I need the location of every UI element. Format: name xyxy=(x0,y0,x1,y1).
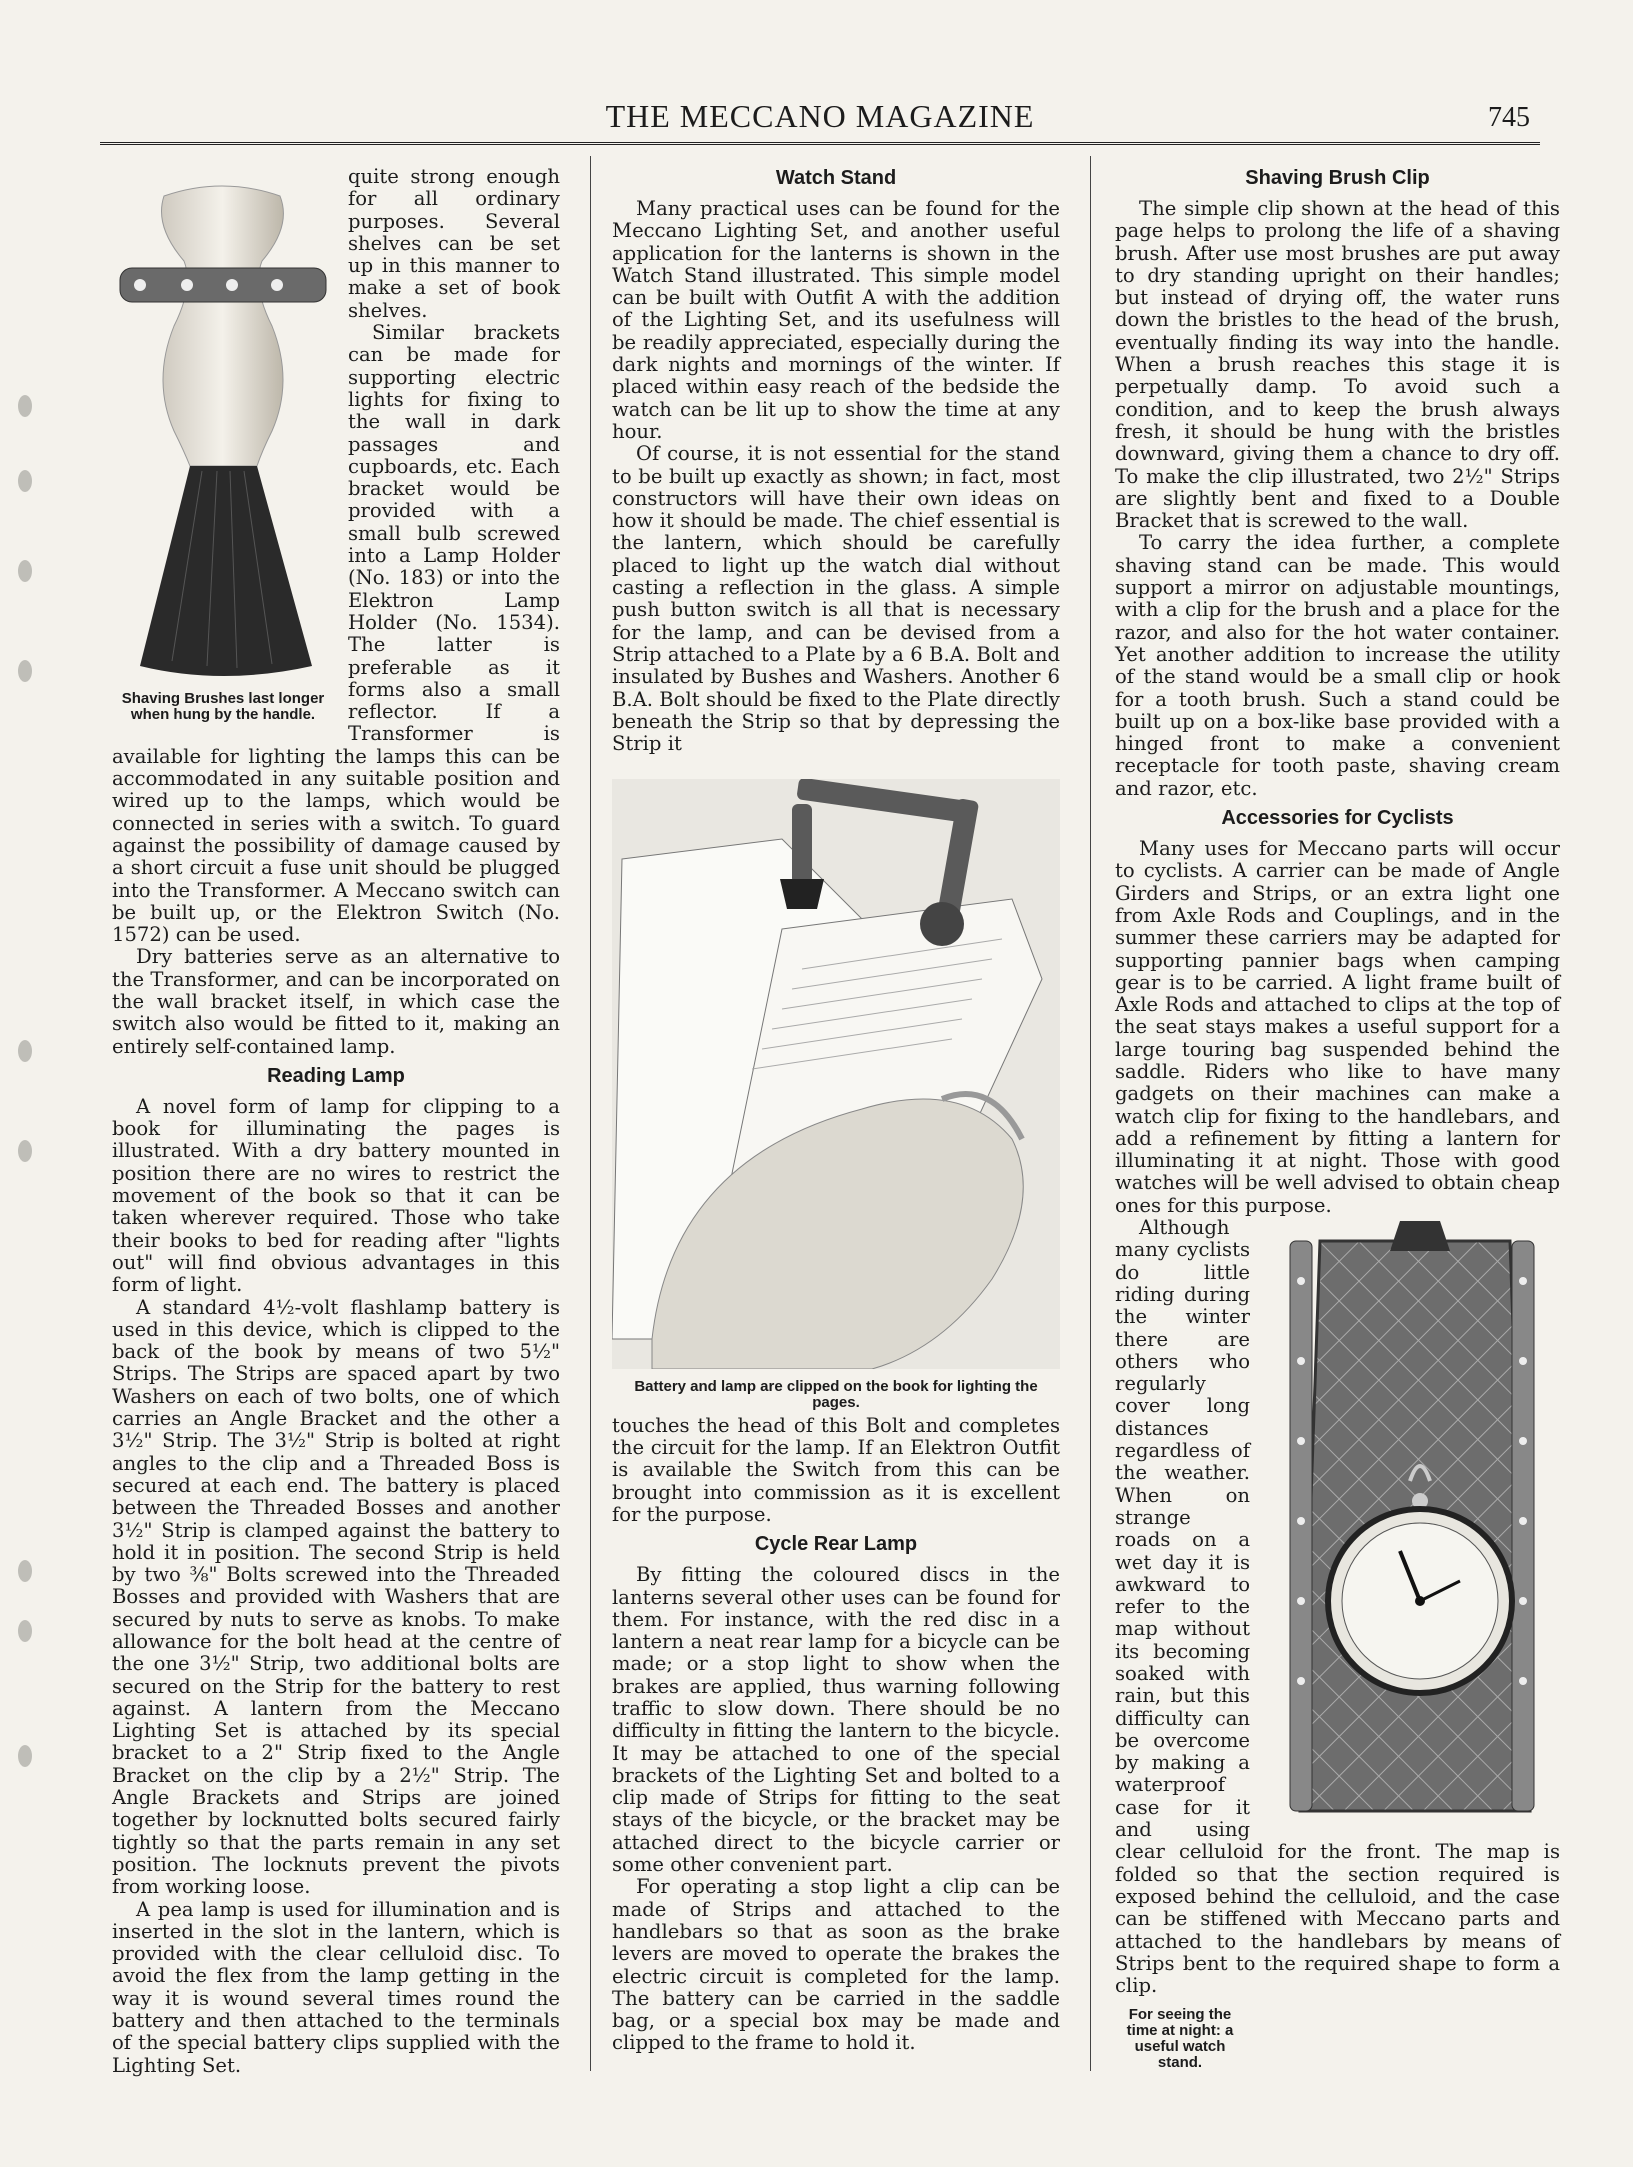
column-2 xyxy=(612,166,1060,2055)
binder-hole xyxy=(18,1620,32,1642)
reading-lamp-image xyxy=(612,779,1060,1369)
paragraph: A novel form of lamp for clipping to a book for illuminating the pages is illustrated. With a dry battery mounted in position there are no wires to restrict the movement of the book so that it can be taken wherever required. Those who take their books to bed for reading after "lights out" will find obvious advantages in this form of light. xyxy=(112,1094,560,1297)
shaving-brush-figure xyxy=(112,166,334,723)
watch-stand-image xyxy=(1260,1221,1560,1831)
binder-holes xyxy=(10,0,40,2167)
paragraph: Many uses for Meccano parts will occur to cyclists. A carrier can be made of Angle Girders and Strips, or an extra light one from Axle Rods and Couplings, and in the summer these carriers may be adapted for supporting pannier bags when camping gear is to be carried. A light frame built of Axle Rods and attached to clips at the top of the seat stays makes a useful support for a large touring bag suspended behind the saddle. Riders who like to have many gadgets on their machines can make a watch clip for fixing to the handlebars, and add a refinement by fitting a lantern for illuminating it at night. Those with good watches will be well advised to obtain cheap ones for this purpose. xyxy=(1115,837,1560,1217)
binder-hole xyxy=(18,470,32,492)
paragraph: Although many cyclists do little riding during the winter there are others who regularly cover long distances regardless of the weather. When on strange roads on a wet day it is awkward to refer to the map without its becoming soaked with rain, but this difficulty can be overcome by making a waterproof case for it and using clear celluloid for the front. The map is folded so that the section required is exposed behind the celluloid, and the case can be stiffened with Meccano parts and attached to the handlebars by means of Strips bent to the required shape to form a clip. xyxy=(1115,1216,1560,1998)
shaving-brush-clip-heading: Shaving Brush Clip xyxy=(1245,167,1430,189)
binder-hole xyxy=(18,1040,32,1062)
binder-hole xyxy=(18,1745,32,1767)
paragraph: The simple clip shown at the head of this page helps to prolong the life of a shaving brush. After use most brushes are put away to dry standing upright on their handles; but instead of drying off, the water runs down the bristles to the head of the brush, eventually finding its way into the handle. When a brush reaches this stage it is perpetually damp. To avoid such a condition, and to keep the brush always fresh, it should be hung with the bristles downward, giving them a chance to dry off. To make the clip illustrated, two 2½" Strips are slightly bent and fixed to a Double Bracket that is screwed to the wall. xyxy=(1115,197,1560,533)
watch-stand-caption: For seeing the time at night: a useful watch stand. xyxy=(1126,2006,1234,2072)
column-3 xyxy=(1115,166,1560,2071)
header-rule xyxy=(100,142,1540,145)
page-number: 745 xyxy=(1488,102,1530,133)
binder-hole xyxy=(18,395,32,417)
paragraph: Dry batteries serve as an alternative to the Transformer, and can be incorporated on the wall bracket itself, in which case the switch also would be fitted to it, making an entirely self-contained lamp. xyxy=(112,945,560,1058)
shaving-brush-image xyxy=(112,166,334,686)
paragraph: A pea lamp is used for illumination and is inserted in the slot in the lantern, which is provided with the clear celluloid disc. To avoid the flex from the lamp getting in the way it is wound several times round the battery and then attached to the terminals of the special battery clips supplied with the Lighting Set. xyxy=(112,1897,560,2077)
paragraph: quite strong enough for all ordinary purposes. Several shelves can be set up in this manner to make a set of book shelves. xyxy=(348,165,560,322)
binder-hole xyxy=(18,1140,32,1162)
reading-lamp-figure xyxy=(612,779,1060,1410)
cycle-rear-lamp-heading: Cycle Rear Lamp xyxy=(754,1533,918,1556)
column-divider xyxy=(590,156,591,2071)
reading-lamp-caption: Battery and lamp are clipped on the book for lighting the pages. xyxy=(634,1377,1038,1411)
paragraph: Similar brackets can be made for supporting electric lights for fixing to the wall in dark passages and cupboards, etc. Each bracket would be provided with a small bulb screwed into a Lamp Holder (No. 183) or into the Elektron Lamp Holder (No. 1534). The latter is preferable as it forms also a small reflector. If a Transformer is available for lighting the lamps this can be accommodated in any suitable position and wired up to the lamps, which would be connected in series with a switch. To guard against the possibility of damage caused by a short circuit a fuse unit should be plugged into the Transformer. A Meccano switch can be built up, or the Elektron Switch (No. 1572) can be used. xyxy=(112,321,560,947)
paragraph: A standard 4½-volt flashlamp battery is used in this device, which is clipped to the back of the book by means of two 5½" Strips. The Strips are spaced apart by two Washers on each of two bolts, one of which carries an Angle Bracket and the other a 3½" Strip. The 3½" Strip is bolted at right angles to the clip and a Threaded Boss is secured at each end. The battery is placed between the Threaded Bosses and another 3½" Strip is clamped against the battery to hold it in position. The second Strip is held by two ⅜" Bolts screwed into the Threaded Bosses and provided with Washers that are secured by nuts to serve as knobs. To make allowance for the bolt head at the centre of the one 3½" Strip, two additional bolts are secured on the Strip for the battery to rest against. A lantern from the Meccano Lighting Set is attached by its special bracket to a 2" Strip fixed to the Angle Bracket on the clip by a 2½" Strip. The Angle Brackets and Strips are joined together by locknutted bolts secured fairly tightly so that the parts remain in any set position. The locknuts prevent the pivots from working loose. xyxy=(112,1295,560,1899)
paragraph: To carry the idea further, a complete shaving stand can be made. This would support a mirror on adjustable mountings, with a clip for the brush and a place for the razor, and also for the hot water container. Yet another addition to increase the utility of the stand would be a small clip or hook for a tooth brush. Such a stand could be built up on a box-like base provided with a hinged front to make a convenient receptacle for tooth paste, shaving cream and razor, etc. xyxy=(1115,531,1560,800)
shaving-brush-caption: Shaving Brushes last longer when hung by the handle. xyxy=(121,690,325,724)
binder-hole xyxy=(18,660,32,682)
paragraph: For operating a stop light a clip can be made of Strips and attached to the handlebars so that as soon as the brake levers are moved to operate the brakes the electric circuit is completed for the lamp. The battery can be carried in the saddle bag, or a special box may be made and clipped to the frame to hold it. xyxy=(612,1875,1060,2055)
paragraph: By fitting the coloured discs in the lanterns several other uses can be found for them. For instance, with the red disc in a lantern a neat rear lamp for a bicycle can be made; or a stop light to show when the brakes are applied, thus warning following traffic to slow down. There should be no difficulty in fitting the lantern to the bicycle. It may be attached to one of the special brackets of the Lighting Set and bolted to a clip made of Strips for fitting to the seat stays of the bicycle, or the bracket may be attached direct to the bicycle carrier or some other convenient part. xyxy=(612,1563,1060,1877)
magazine-title: THE MECCANO MAGAZINE xyxy=(605,98,1035,134)
accessories-cyclists-heading: Accessories for Cyclists xyxy=(1221,807,1454,830)
column-1 xyxy=(112,166,560,2077)
column-divider xyxy=(1090,156,1091,2071)
binder-hole xyxy=(18,1560,32,1582)
paragraph: Of course, it is not essential for the stand to be built up exactly as shown; in fact, most constructors will have their own ideas on how it should be made. The chief essential is the lantern, which should be carefully placed to light up the watch dial without casting a reflection in the glass. A simple push button switch is all that is necessary for the lamp, and can be devised from a Strip attached to a Plate by a 6 B.A. Bolt and insulated by Bushes and Washers. Another 6 B.A. Bolt should be fixed to the Plate directly beneath the Strip so that by depressing the Strip it xyxy=(612,442,1060,756)
binder-hole xyxy=(18,560,32,582)
watch-stand-figure xyxy=(1260,1221,1560,1836)
paragraph: touches the head of this Bolt and completes the circuit for the lamp. If an Elektron Outfit is available the Switch from this can be brought into commission as it is excellent for the purpose. xyxy=(612,1413,1060,1526)
page-header xyxy=(100,98,1540,140)
watch-stand-heading: Watch Stand xyxy=(775,167,897,189)
reading-lamp-heading: Reading Lamp xyxy=(267,1064,405,1087)
paragraph: Many practical uses can be found for the Meccano Lighting Set, and another useful application for the lanterns is shown in the Watch Stand illustrated. This simple model can be built with Outfit A with the addition of the Lighting Set, and its usefulness will be readily appreciated, especially during the dark nights and mornings of the winter. If placed within easy reach of the bedside the watch can be lit up to show the time at any hour. xyxy=(612,197,1060,443)
